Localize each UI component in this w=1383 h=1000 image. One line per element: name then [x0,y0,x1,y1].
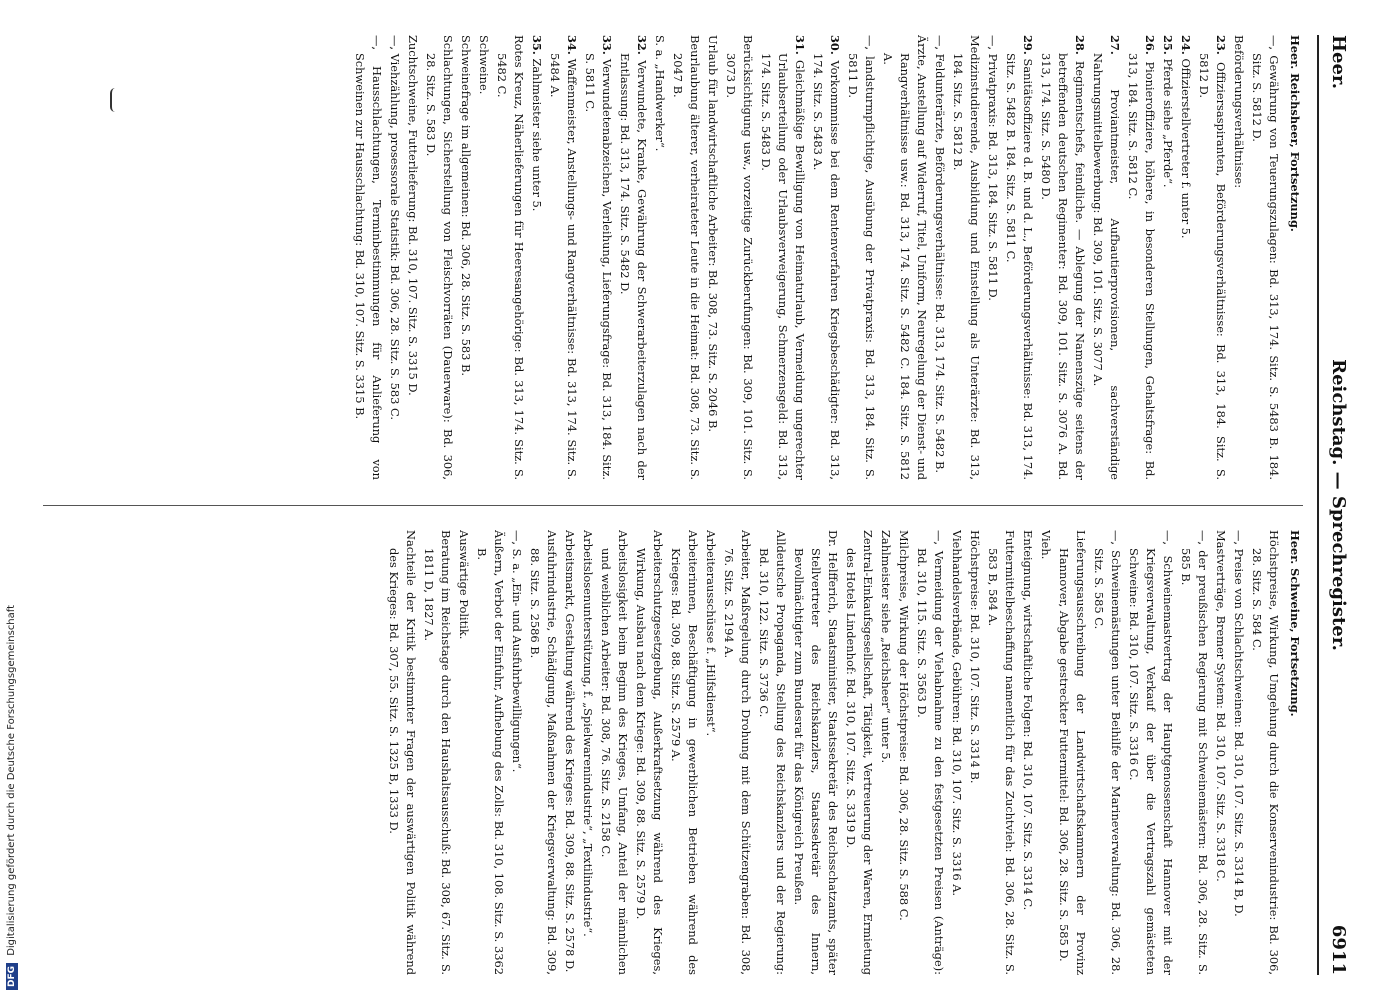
entry-text: Arbeiterschutzgesetzgebung, Außerkraftsetzung während des Krieges, Wirkung, Ausbau nach dem Kriege: Bd. 309, 88. Sitz. S. 2579 D. [634,530,665,975]
entry-text: Zahlmeister siehe unter 5. [530,58,544,212]
entry-text: —, Schweinemastvertrag der Hauptgenossenschaft Hannover mit der Kriegsverwaltung, Verkauf der über die Vertragszahl gemästeten Schweine: Bd. 310, 107. Sitz. S. 3316 C. [1127,530,1175,975]
index-entry [877,530,894,975]
index-entry [1002,35,1036,480]
entry-number: 33. [600,35,614,55]
index-entry [722,35,756,480]
entry-text: —, Preise von Schlachtschweinen: Bd. 310, 107. Sitz. S. 3314 B, D. [1232,530,1246,917]
entry-text: Beratung im Reichstage durch den Haushaltsausschuß: Bd. 308, 67. Sitz. S. 1811 D, 1827 A. [422,530,453,975]
entry-text: Medizinstudierende, Ausbildung und Einstellung als Unterärzte: Bd. 313, 184. Sitz. S. 5812 B. [951,35,982,480]
entry-text: Mastverträge, Bremer System: Bd. 310, 107. Sitz. S. 3318 C. [1214,530,1228,882]
entry-text: Urlaub für landwirtschaftliche Arbeiter: Bd. 308, 73. Sitz. S. 2046 B. [706,35,720,433]
index-entry [1230,35,1247,480]
index-entry [984,530,1018,975]
entry-number: 31. [793,35,807,55]
entry-text: Arbeiterausschüsse f. „Hilfsdienst“. [704,530,718,737]
index-entry [669,35,703,480]
entry-text: —, S. a. „Ein- und Ausfuhrbewilligungen“. [510,530,524,773]
entry-text: Zuchtschweine, Futterlieferung: Bd. 310, 107. Sitz. S. 3315 D. [406,35,420,396]
entry-text: Futtermittelbeschaffung namentlich für das Zuchtvieh: Bd. 306, 28. Sitz. S. 583 B, 584 A. [986,530,1017,975]
entry-text: Regimentschefs, feindliche. — Ablegung der Namenszüge seitens der betreffenden deutschen Regimenter: Bd. 309, 101. Sitz. S. 3076 A. Bd. 313, 174. Sitz. S. 5480 D. [1039,53,1087,480]
entry-text: Beurlaubung älterer, verheirateter Leute in die Heimat: Bd. 308, 73. Sitz. S. 2047 B. [671,35,702,480]
index-entry [493,35,527,480]
index-entry [526,530,560,975]
index-entry [579,530,596,975]
page-number: 6911 [1328,924,1349,975]
entry-text: Zentral-Einkaufsgesellschaft, Tätigkeit, Vertreuerung der Waren, Ermietung des Hotels Lindenhof: Bd. 310, 107. Sitz. S. 3319 D. [844,530,875,975]
left-column-header: Heer. Reichsheer, Fortsetzung. [1288,35,1302,232]
entry-text: Sanitätsoffiziere d. B. und d. L., Beförderungsverhältnisse: Bd. 313, 174. Sitz. S. 5482 B. 184. Sitz. S. 5811 C. [1004,53,1035,480]
entry-text: Milchpreise, Wirkung der Höchstpreise: Bd. 306, 28. Sitz. S. 588 C. [897,530,911,921]
index-entry [528,35,545,480]
index-entry [581,35,615,480]
index-entry [755,530,789,975]
entry-text: Auswärtige Politik. [457,530,471,640]
right-column-header: Heer. Schweine, Fortsetzung. [1288,530,1302,717]
index-entry [1248,35,1282,480]
index-entry [422,35,456,480]
digitization-note [6,10,18,990]
entry-text: Vorkommnisse bei dem Rentenverfahren Kriegsbeschädigter: Bd. 313, 174. Sitz. S. 5483 A. [811,53,842,480]
index-entry [1159,35,1176,480]
index-entry [931,35,948,480]
entry-text: Berücksichtigung usw., vorzeitige Zurückberufungen: Bd. 309, 101. Sitz. S. 3073 D. [724,35,755,480]
entry-text: S. a. „Handwerker“. [653,35,667,152]
index-entry [546,35,580,480]
entry-text: Arbeiter, Maßregelung durch Drohung mit dem Schützengraben: Bd. 308, 76. Sitz. S. 2194 A. [722,530,753,975]
entry-number: 34. [565,35,579,55]
entry-text: Pferde siehe „Pferde“. [1161,58,1175,188]
index-entry [457,35,474,480]
index-entry [844,35,878,480]
entry-text: —, der preußischen Regierung mit Schweinemästern: Bd. 306, 28. Sitz. S. 585 B. [1179,530,1210,975]
entry-text: Arbeitslosigkeit beim Beginn des Krieges, Umfang, Anteil der männlichen und weiblichen Arbeiter: Bd. 308, 76. Sitz. S. 2158 C. [599,530,630,975]
entry-number: 35. [530,35,544,55]
entry-text: Dr. Helfferich, Staatsminister, Staatssekretär des Reichsschatzamts, später Stellvertreter des Reichskanzlers, Staatssekretär des Innern, Bevollmächtigter zum Bundesrat für das Königreich Preußen. [792,530,840,975]
left-column [43,35,1303,480]
index-entry [1177,35,1194,480]
entry-text: Enteignung, wirtschaftliche Folgen: Bd. 310, 107. Sitz. S. 3314 C. [1021,530,1035,911]
digitization-text: Digitalisierung gefördert durch die Deutsche Forschungsgemeinschaft [6,604,17,956]
entry-text: —, Privatpraxis: Bd. 313, 184. Sitz. S. 5811 D. [986,35,1000,301]
index-entry [420,530,454,975]
index-entry [475,35,492,480]
index-entry [404,35,421,480]
entry-number: 30. [828,35,842,55]
entry-number: 24. [1179,35,1193,55]
entry-text: Waffenmeister, Anstellungs- und Rangverhältnisse: Bd. 313, 174. Sitz. S. 5484 A. [548,53,579,480]
entry-text: Schweine. [477,35,491,95]
index-entry [1212,530,1229,975]
index-entry [720,530,754,975]
index-entry [790,530,841,975]
index-entry [1177,530,1211,975]
index-entry [757,35,808,480]
index-entry [895,530,912,975]
left-entry-list [351,35,1282,480]
entry-text: —, landsturmpflichtige, Ausübung der Privatpraxis: Bd. 313, 184. Sitz. S. 5811 D. [846,35,877,480]
entry-text: Arbeitsmarkt, Gestaltung während des Krieges: Bd. 309, 88. Sitz. S. 2578 D. [563,530,577,973]
right-column [43,530,1303,975]
index-entry [385,530,419,975]
index-entry [351,35,385,480]
column-divider [43,505,1303,506]
entry-text: Schlachtungen, Sicherstellung von Fleischvorräten (Dauerware): Bd. 306, 28. Sitz. S. 583 D. [424,35,455,480]
index-entry [702,530,719,975]
header-rule [1317,35,1319,975]
entry-text: Verwundetenabzeichen, Verleihung, Lieferungsfrage: Bd. 313, 184. Sitz. S. 5811 C. [583,53,614,480]
index-entry [473,530,507,975]
entry-text: Gleichmäßige Bewilligung von Heimaturlaub, Vermeidung ungerechter Urlaubserteilung oder Urlaubsverweigerung, Schmerzensgeld: Bd. 313, 174. Sitz. S. 5483 D. [759,53,807,480]
entry-text: Äußern, Verbot der Einfuhr, Aufhebung des Zolls: Bd. 310, 108. Sitz. S. 3362 B. [475,530,506,975]
entry-text: —, Vermeidung der Viehabnahme zu den festgesetzten Preisen (Anträge): Bd. 310, 115. Sitz. S. 3563 D. [915,530,946,975]
entry-number: 29. [1021,35,1035,55]
entry-text: Rotes Kreuz, Näherlieferungen für Heeresangehörige: Bd. 313, 174. Sitz. S. 5482 C. [495,35,526,480]
index-entry [455,530,472,975]
index-entry [984,35,1001,480]
index-entry [651,35,668,480]
entry-text: —, Viehzählung, prosessorale Statistik: Bd. 306, 28. Sitz. S. 583 C. [388,35,402,420]
index-entry [1090,530,1124,975]
index-entry [632,530,666,975]
index-entry [1125,530,1176,975]
running-head-left: Heer. [1328,35,1349,90]
index-entry [667,530,701,975]
index-entry [879,35,930,480]
index-entry [809,35,843,480]
entry-text: Höchstpreise, Wirkung, Umgehung durch die Konservenindustrie: Bd. 306, 28. Sitz. S. 584 C. [1250,530,1281,975]
entry-text: —, Schweinemästungen unter Beihilfe der Marineverwaltung: Bd. 306, 28. Sitz. S. 585 C. [1092,530,1123,975]
entry-text: Beförderungsverhältnisse: [1232,35,1246,189]
index-entry [949,35,983,480]
entry-number: 23. [1214,35,1228,55]
dfg-logo: DFG [6,963,18,990]
entry-text: Offiziersaspiranten, Beförderungsverhältnisse: Bd. 313, 184. Sitz. S. 5812 D. [1197,53,1228,480]
index-entry [561,530,578,975]
index-entry [1089,35,1123,480]
index-entry [616,35,650,480]
index-entry [1037,35,1088,480]
index-entry [1019,530,1036,975]
index-entry [1055,530,1089,975]
index-entry [948,530,965,975]
index-entry [966,530,983,975]
entry-text: —, Hausschlachtungen, Terminbestimmungen für Anlieferung von Schweinen zur Hausschlachtung: Bd. 310, 107. Sitz. S. 3315 B. [353,35,384,480]
entry-text: —, Feldunterärzte, Beförderungsverhältnisse: Bd. 313, 174. Sitz. S. 5482 B. [933,35,947,473]
index-entry [1124,35,1158,480]
index-entry [913,530,947,975]
entry-number: 26. [1143,35,1157,55]
entry-text: Proviantmeister, Aufbautierprovisionen, sachverständige Nahrungsmittelbewerbung: Bd. 309, 101. Sitz. S. 3077 A. [1091,53,1122,480]
entry-text: Lieferungsausschreibung der Landwirtschaftskammern der Provinz Hannover, Abgabe gestreckter Futtermittel: Bd. 306, 28. Sitz. S. 585 D. [1057,530,1088,975]
index-entry [508,530,525,975]
entry-number: 32. [635,35,649,55]
index-entry [842,530,876,975]
entry-text: Schweinefrage im allgemeinen: Bd. 306, 28. Sitz. S. 583 B. [459,35,473,376]
entry-text: Höchstpreise: Bd. 310, 107. Sitz. S. 3314 B. [968,530,982,784]
entry-text: Zahlmeister siehe „Reichsheer“ unter 5. [879,530,893,764]
entry-text: Nachteile der Kritik bestimmter Fragen der auswärtigen Politik während des Krieges: Bd. 307, 55. Sitz. S. 1325 B, 1333 D. [387,530,418,975]
entry-number: 28. [1073,35,1087,55]
entry-text: Viehhandelsverbände, Gebühren: Bd. 310, 107. Sitz. S. 3316 A. [950,530,964,897]
entry-number: 27. [1108,35,1122,55]
index-entry [1230,530,1247,975]
entry-text: Verwundete, Kranke, Gewährung der Schwerarbeiterzulagen nach der Entlassung: Bd. 313, 174. Sitz. S. 5482 D. [618,53,649,480]
entry-text: —, Gewährung von Teuerungszulagen: Bd. 313, 174. Sitz. S. 5483 B. 184. Sitz. S. 5812 D. [1250,35,1281,480]
entry-text: Offizierstellvertreter f. unter 5. [1179,58,1193,239]
index-entry [597,530,631,975]
right-entry-list [385,530,1282,975]
entry-text: Ärzte, Anstellung auf Widerruf, Titel, Uniform, Neuregelung der Dienst- und Rangverhältnisse usw.: Bd. 313, 174. Sitz. S. 5482 C. 184. Sitz. S. 5812 A. [881,35,929,480]
running-head-center: Reichstag. — Sprechregister. [1328,359,1349,651]
running-head [1323,35,1349,975]
index-entry [1195,35,1229,480]
entry-number: 25. [1161,35,1175,55]
entry-text: Arbeitslosenunterstützung, f. „Spielwarenindustrie“, „Textilindustrie“. [581,530,595,937]
entry-text: Pionieroffiziere, höhere, in besonderen Stellungen, Gehaltsfrage: Bd. 313, 184. Sitz. S. 5812 C. [1126,53,1157,480]
index-entry [386,35,403,480]
entry-text: Ausfuhrindustrie, Schädigung, Maßnahmen der Kriegsverwaltung: Bd. 309, 88. Sitz. S. 2586 B. [528,530,559,975]
entry-text: Vieh. [1039,530,1053,560]
rotated-page-content [24,35,1359,975]
index-entry [704,35,721,480]
index-entry [1248,530,1282,975]
index-entry [1037,530,1054,975]
entry-text: Arbeiterinnen, Beschäftigung in gewerblichen Betrieben während des Krieges: Bd. 309, 88. Sitz. S. 2579 A. [669,530,700,975]
entry-text: Alldeutsche Propaganda, Stellung des Reichskanzlers und der Regierung: Bd. 310, 122. Sitz. S. 3736 C. [757,530,788,975]
